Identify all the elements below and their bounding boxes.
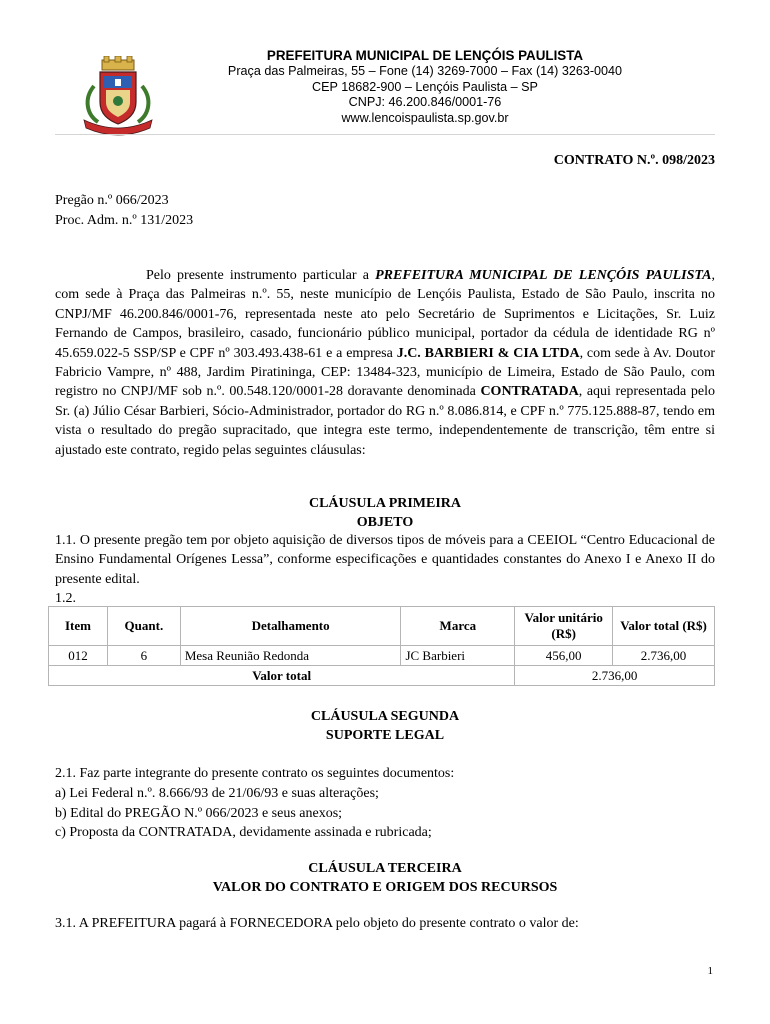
clause-1-2-text: 1.2. (55, 591, 76, 606)
cell-item: 012 (49, 646, 108, 666)
total-label: Valor total (49, 666, 515, 686)
proc-ref: Proc. Adm. n.º 131/2023 (55, 213, 194, 228)
clause-3-title: CLÁUSULA TERCEIRA (308, 861, 462, 876)
org-cep: CEP 18682-900 – Lençóis Paulista – SP (312, 79, 538, 94)
clause-3-1-text: 3.1. A PREFEITURA pagará à FORNECEDORA pelo objeto do presente contrato o valor de: (55, 916, 579, 931)
intro-text-4: , aqui representada pelo Sr. (a) Júlio César Barbieri, Sócio-Administrador, portador do RG n.º 8.086.814, e CPF n.º 775.125.888-87, tendo em vista o resultado do pregão supracitado, que integra este termo, independentemente de transcrição, têm entre si ajustado este contrato, regido pelas seguintes cláusulas: (55, 384, 715, 458)
clause-1-1-text: 1.1. O presente pregão tem por objeto aquisição de diversos tipos de móveis para a CEEIOL “Centro Educacional de Ensino Fundamental Orígenes Lessa”, conforme especificações e quantidades constantes do Anexo I e Anexo II do presente edital. (55, 533, 715, 587)
header-detail: Detalhamento (180, 607, 401, 646)
clause-1-subtitle: OBJETO (356, 515, 414, 530)
header-total-value: Valor total (R$) (613, 607, 715, 646)
intro-text-3: , com sede à Av. Doutor Fabricio Vampre, nº 488, Jardim Piratininga, CEP: 13484-323, município de Limeira, Estado de São Paulo, com registro no CNPJ/MF sob n.º. 00.548.120/0001-28 doravante denominada (55, 345, 715, 400)
org-name: PREFEITURA MUNICIPAL DE LENÇÓIS PAULISTA (266, 48, 584, 63)
municipal-coat-of-arms-icon (80, 56, 156, 136)
header-brand: Marca (401, 607, 515, 646)
intro-org-name: PREFEITURA MUNICIPAL DE LENÇÓIS PAULISTA (375, 268, 712, 283)
clause-3-subtitle: VALOR DO CONTRATO E ORIGEM DOS RECURSOS (212, 880, 558, 895)
org-cnpj: CNPJ: 46.200.846/0001-76 (348, 95, 502, 110)
contract-number: CONTRATO N.º. 098/2023 (553, 153, 715, 168)
cell-unit-value: 456,00 (515, 646, 613, 666)
intro-contratada: CONTRATADA (480, 384, 579, 400)
intro-company-name: J.C. BARBIERI & CIA LTDA (396, 345, 580, 361)
table-row (49, 646, 715, 666)
list-item: b) Edital do PREGÃO N.º 066/2023 e seus anexos; (55, 805, 343, 821)
intro-text-2: , com sede à Praça das Palmeiras n.º. 55, neste município de Lençóis Paulista, Estado de São Paulo, inscrita no CNPJ/MF 46.200.846/0001-76, representada neste ato pelo Secretário de Suprimentos e Licitações, Sr. Luiz Fernando de Campos, brasileiro, casado, funcionário público municipal, portador da cédula de identidade RG nº 45.659.022-5 SSP/SP e CPF nº 303.493.438-61 e a empresa (55, 268, 716, 361)
header-unit-value: Valor unitário (R$) (515, 607, 613, 646)
items-table (48, 606, 715, 686)
letterhead (0, 44, 770, 134)
clause-2-subtitle: SUPORTE LEGAL (325, 728, 445, 743)
clause-3-heading (55, 859, 715, 897)
letterhead-text (190, 48, 660, 127)
cell-brand: JC Barbieri (401, 646, 515, 666)
intro-text-1: Pelo presente instrumento particular a (146, 268, 376, 283)
org-website[interactable]: www.lencoispaulista.sp.gov.br (341, 111, 509, 126)
clause-1-title: CLÁUSULA PRIMEIRA (308, 496, 462, 511)
header-divider (55, 134, 715, 135)
table-header-row (49, 607, 715, 646)
list-item: 2.1. Faz parte integrante do presente contrato os seguintes documentos: (55, 766, 455, 781)
list-item: a) Lei Federal n.º. 8.666/93 de 21/06/93 e suas alterações; (55, 785, 379, 801)
clause-2-list (55, 764, 715, 843)
clause-1-heading (55, 494, 715, 532)
table-total-row (49, 666, 715, 686)
total-value: 2.736,00 (515, 666, 715, 686)
intro-paragraph (55, 266, 715, 460)
clause-2-title: CLÁUSULA SEGUNDA (310, 709, 460, 724)
process-references (55, 191, 193, 231)
org-address: Praça das Palmeiras, 55 – Fone (14) 3269-7000 – Fax (14) 3263-0040 (227, 63, 623, 78)
pregao-ref: Pregão n.º 066/2023 (55, 193, 169, 208)
page-number: 1 (707, 965, 713, 977)
cell-detail: Mesa Reunião Redonda (180, 646, 401, 666)
header-quant: Quant. (107, 607, 180, 646)
cell-total-value: 2.736,00 (613, 646, 715, 666)
clause-2-heading (55, 707, 715, 745)
list-item: c) Proposta da CONTRATADA, devidamente assinada e rubricada; (55, 825, 432, 841)
header-item: Item (49, 607, 108, 646)
cell-quant: 6 (107, 646, 180, 666)
